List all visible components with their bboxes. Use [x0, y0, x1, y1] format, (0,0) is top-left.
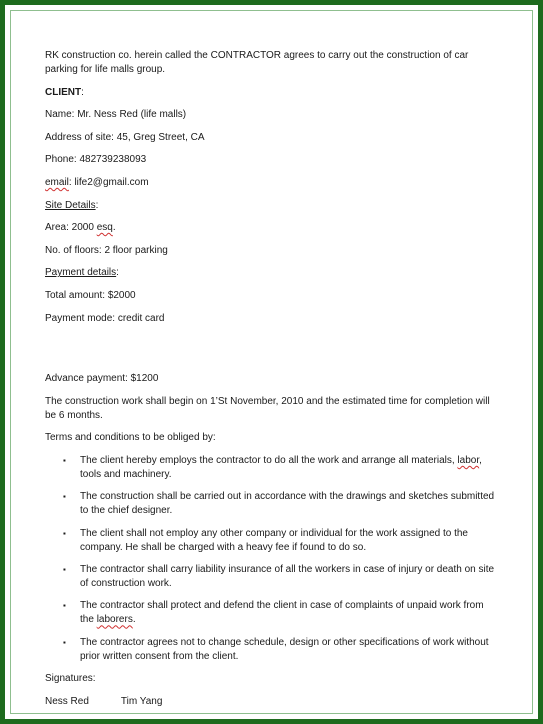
signatures-heading: Signatures:: [45, 673, 96, 685]
client-heading: [45, 86, 500, 100]
email-value: : life2@gmail.com: [68, 176, 149, 188]
site-floors: No. of floors: 2 floor parking: [45, 244, 168, 256]
client-address: Address of site: 45, Greg Street, CA: [45, 131, 205, 143]
client-heading-colon: :: [81, 86, 84, 98]
terms-item-text: The client shall not employ any other company or individual for the work assigned to the company. He shall be charged with a heavy fee if found to do so.: [80, 527, 468, 553]
contract-document: [45, 49, 500, 717]
blank-space: [45, 334, 500, 372]
terms-item-flagged-word: labor: [457, 454, 480, 466]
payment-details-label: Payment details: [45, 267, 117, 279]
client-email: [45, 176, 500, 190]
site-area-unit: esq: [96, 222, 113, 234]
bullet-icon: ▪: [63, 637, 66, 647]
payment-details-heading: [45, 266, 500, 280]
signature-client: Ness Red: [45, 695, 89, 707]
site-details-heading: [45, 199, 500, 213]
bullet-icon: ▪: [63, 565, 66, 575]
payment-details-colon: :: [116, 267, 119, 279]
bullet-icon: ▪: [63, 492, 66, 502]
schedule-paragraph: The construction work shall begin on 1’St November, 2010 and the estimated time for completion will be 6 months.: [45, 395, 490, 421]
bullet-icon: ▪: [63, 601, 66, 611]
terms-list: [45, 454, 500, 664]
terms-item-text: The contractor shall carry liability insurance of all the workers in case of injury or death on site of construction work.: [80, 564, 495, 590]
terms-item-flagged-word: laborers: [96, 614, 133, 626]
site-area-suffix: .: [112, 222, 116, 234]
client-phone: Phone: 482739238093: [45, 154, 147, 166]
site-details-label: Site Details: [45, 199, 96, 211]
terms-item-text: The contractor agrees not to change schedule, design or other specifications of work without prior written consent from the client.: [80, 636, 489, 662]
site-area: [45, 221, 500, 235]
terms-item: [45, 599, 500, 627]
site-details-colon: :: [95, 199, 99, 211]
terms-item-text: The construction shall be carried out in accordance with the drawings and sketches submitted to the chief designer.: [80, 491, 495, 517]
intro-paragraph: RK construction co. herein called the CONTRACTOR agrees to carry out the construction of car parking for life malls group.: [45, 50, 469, 75]
bullet-icon: ▪: [63, 528, 66, 538]
terms-item: [45, 563, 500, 591]
terms-item: [45, 527, 500, 555]
terms-item: [45, 490, 500, 518]
terms-item: [45, 454, 500, 482]
terms-item-text: The contractor shall protect and defend the client in case of complaints of unpaid work from the: [80, 600, 484, 626]
terms-item-text-end: , tools and machinery.: [80, 454, 482, 480]
signatures-row: [45, 695, 500, 709]
payment-mode: Payment mode: credit card: [45, 312, 165, 324]
payment-total: Total amount: $2000: [45, 289, 136, 301]
payment-advance: Advance payment: $1200: [45, 373, 159, 385]
terms-item: [45, 636, 500, 664]
client-name: Name: Mr. Ness Red (life malls): [45, 109, 187, 121]
bullet-icon: ▪: [63, 455, 66, 465]
terms-item-text: The client hereby employs the contractor to do all the work and arrange all materials,: [80, 454, 458, 466]
signature-contractor: Tim Yang: [120, 695, 163, 707]
terms-heading: Terms and conditions to be obliged by:: [45, 432, 216, 444]
client-heading-label: CLIENT: [45, 86, 82, 98]
email-label: email: [45, 176, 69, 188]
terms-item-text-end: .: [132, 614, 136, 626]
site-area-prefix: Area: 2000: [45, 222, 97, 234]
